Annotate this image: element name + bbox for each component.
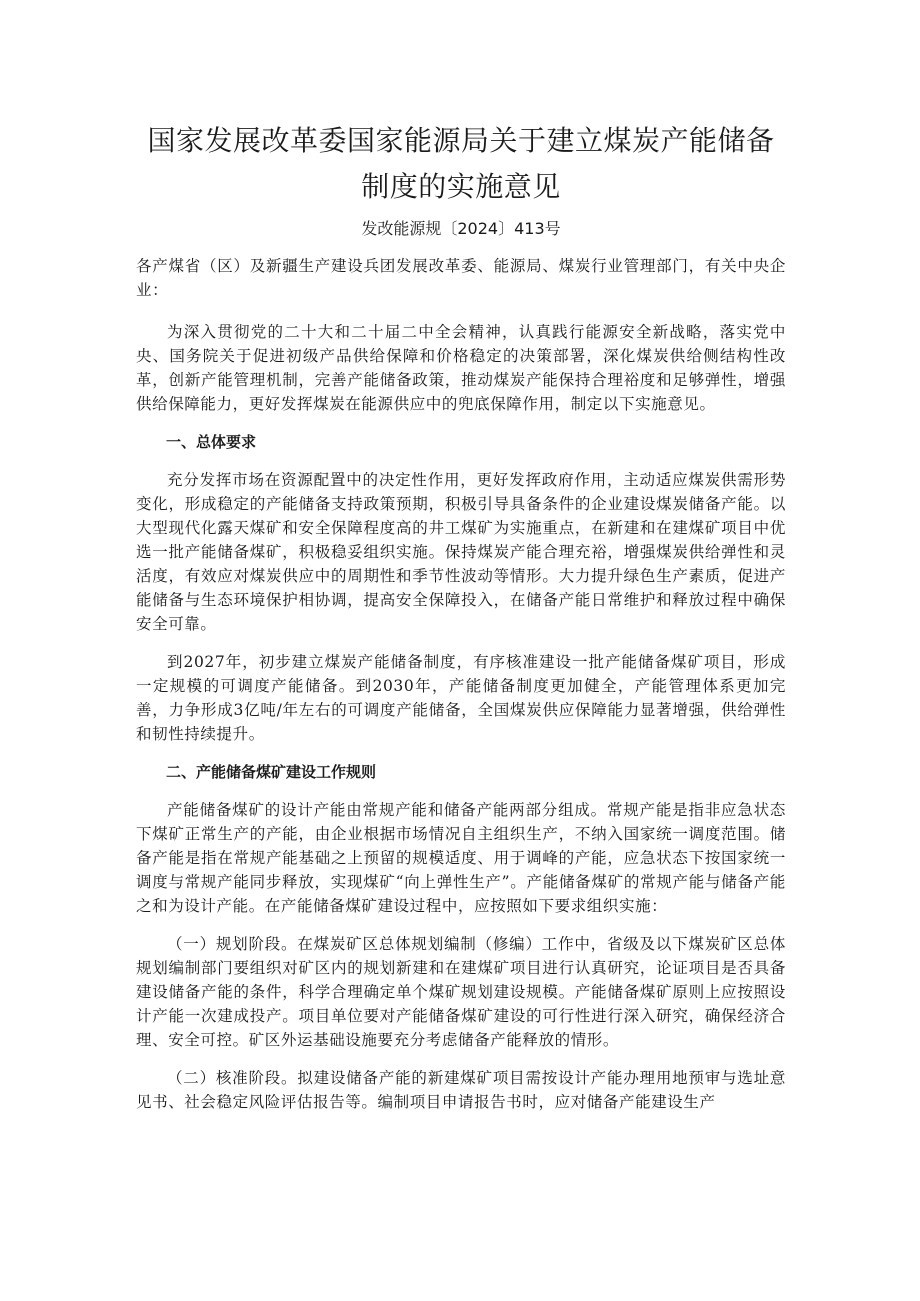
document-page (136, 118, 786, 1114)
section-2-heading: 二、产能储备煤矿建设工作规则 (166, 763, 377, 781)
section-2-paragraph-1: 产能储备煤矿的设计产能由常规产能和储备产能两部分组成。常规产能是指非应急状态下煤矿正常生产的产能，由企业根据市场情况自主组织生产，不纳入国家统一调度范围。储备产能是指在常规产能基础之上预留的规模适度、用于调峰的产能，应急状态下按国家统一调度与常规产能同步释放，实现煤矿“向上弹性生产”。产能储备煤矿的常规产能与储备产能之和为设计产能。在产能储备煤矿建设过程中，应按照如下要求组织实施： (136, 801, 786, 915)
section-1-heading: 一、总体要求 (166, 433, 257, 451)
document-number: 发改能源规〔2024〕413号 (361, 219, 561, 238)
section-1-paragraph-2: 到2027年，初步建立煤炭产能储备制度，有序核准建设一批产能储备煤矿项目，形成一定规模的可调度产能储备。到2030年，产能储备制度更加健全，产能管理体系更加完善，力争形成3亿吨/年左右的可调度产能储备，全国煤炭供应保障能力显著增强，供给弹性和韧性持续提升。 (136, 653, 786, 743)
title-line-2: 制度的实施意见 (361, 170, 561, 203)
document-title (136, 118, 786, 210)
section-2-paragraph-3: （二）核准阶段。拟建设储备产能的新建煤矿项目需按设计产能办理用地预审与选址意见书、社会稳定风险评估报告等。编制项目申请报告书时，应对储备产能建设生产 (136, 1069, 786, 1111)
section-1-paragraph-1: 充分发挥市场在资源配置中的决定性作用，更好发挥政府作用，主动适应煤炭供需形势变化，形成稳定的产能储备支持政策预期，积极引导具备条件的企业建设煤炭储备产能。以大型现代化露天煤矿和安全保障程度高的井工煤矿为实施重点，在新建和在建煤矿项目中优选一批产能储备煤矿，积极稳妥组织实施。保持煤炭产能合理充裕，增强煤炭供给弹性和灵活度，有效应对煤炭供应中的周期性和季节性波动等情形。大力提升绿色生产素质，促进产能储备与生态环境保护相协调，提高安全保障投入，在储备产能日常维护和释放过程中确保安全可靠。 (136, 471, 786, 633)
section-2-paragraph-2: （一）规划阶段。在煤炭矿区总体规划编制（修编）工作中，省级及以下煤炭矿区总体规划编制部门要组织对矿区内的规划新建和在建煤矿项目进行认真研究，论证项目是否具备建设储备产能的条件，科学合理确定单个煤矿规划建设规模。产能储备煤矿原则上应按照设计产能一次建成投产。项目单位要对产能储备煤矿建设的可行性进行深入研究，确保经济合理、安全可控。矿区外运基础设施要充分考虑储备产能释放的情形。 (136, 935, 786, 1049)
salutation: 各产煤省（区）及新疆生产建设兵团发展改革委、能源局、煤炭行业管理部门，有关中央企业： (136, 257, 786, 299)
intro-paragraph: 为深入贯彻党的二十大和二十届二中全会精神，认真践行能源安全新战略，落实党中央、国务院关于促进初级产品供给保障和价格稳定的决策部署，深化煤炭供给侧结构性改革，创新产能管理机制，完善产能储备政策，推动煤炭产能保持合理裕度和足够弹性，增强供给保障能力，更好发挥煤炭在能源供应中的兜底保障作用，制定以下实施意见。 (136, 323, 786, 413)
title-line-1: 国家发展改革委国家能源局关于建立煤炭产能储备 (147, 124, 775, 157)
